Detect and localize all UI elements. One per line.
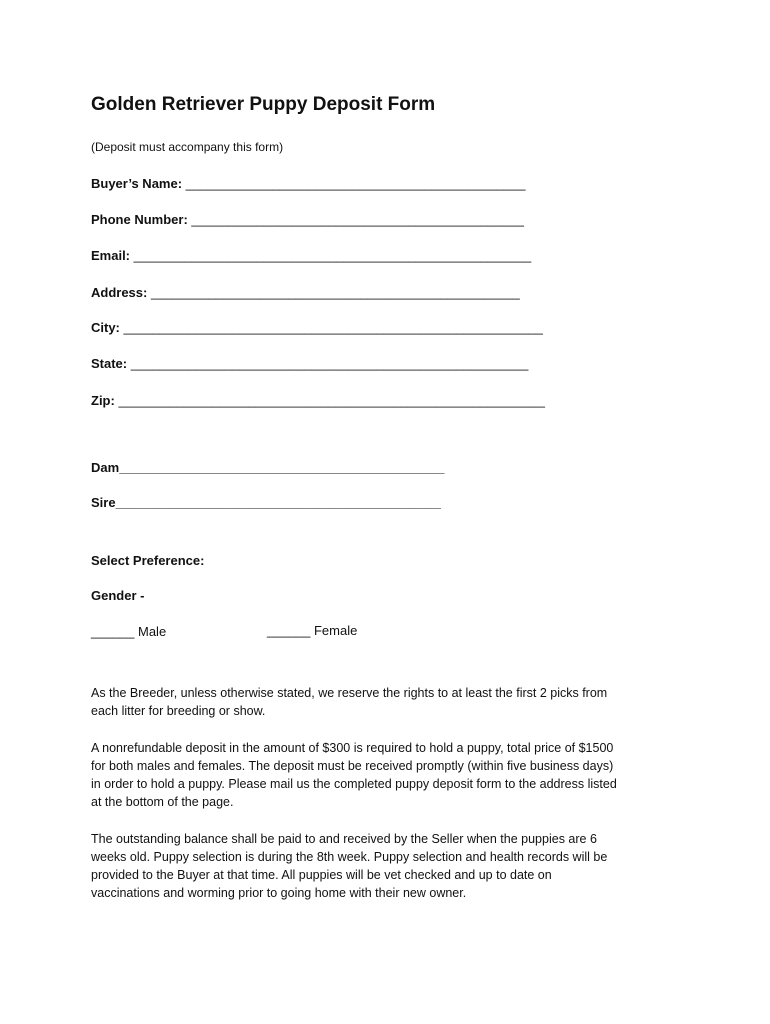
- buyer-name-label: Buyer’s Name:: [91, 176, 183, 191]
- address-line[interactable]: ___________________________________________________: [147, 285, 520, 300]
- paragraph-line: in order to hold a puppy. Please mail us the completed puppy deposit form to the address listed: [91, 777, 617, 791]
- form-title: Golden Retriever Puppy Deposit Form: [91, 94, 436, 115]
- paragraph-line: at the bottom of the page.: [91, 795, 234, 809]
- gender-female-option[interactable]: ______ Female: [267, 623, 358, 638]
- city-line[interactable]: __________________________________________________________: [119, 320, 543, 335]
- paragraph-line: As the Breeder, unless otherwise stated, we reserve the rights to at least the first 2 picks from: [91, 686, 608, 700]
- deposit-terms-paragraph: [91, 739, 691, 811]
- email-label: Email:: [91, 248, 131, 263]
- state-label: State:: [91, 356, 128, 371]
- zip-field[interactable]: [91, 393, 545, 408]
- gender-male-option[interactable]: ______ Male: [91, 624, 167, 639]
- balance-terms-paragraph: [91, 830, 691, 902]
- buyer-name-field[interactable]: [91, 176, 525, 191]
- phone-number-line[interactable]: ______________________________________________: [187, 212, 524, 227]
- email-field[interactable]: [91, 248, 531, 263]
- state-field[interactable]: [91, 356, 528, 371]
- phone-number-field[interactable]: [91, 212, 524, 227]
- dam-field[interactable]: [91, 460, 445, 475]
- paragraph-line: weeks old. Puppy selection is during the 8th week. Puppy selection and health records will be: [91, 850, 608, 864]
- email-line[interactable]: _______________________________________________________: [130, 248, 532, 263]
- phone-number-label: Phone Number:: [91, 212, 188, 227]
- paragraph-line: provided to the Buyer at that time. All puppies will be vet checked and up to date on: [91, 868, 552, 882]
- city-label: City:: [91, 320, 120, 335]
- breeder-rights-paragraph: [91, 684, 691, 720]
- sire-field[interactable]: [91, 495, 441, 510]
- paragraph-line: each litter for breeding or show.: [91, 704, 266, 718]
- paragraph-line: vaccinations and worming prior to going home with their new owner.: [91, 886, 467, 900]
- buyer-name-line[interactable]: _______________________________________________: [182, 176, 526, 191]
- paragraph-line: A nonrefundable deposit in the amount of $300 is required to hold a puppy, total price of $1500: [91, 741, 614, 755]
- sire-label: Sire: [91, 495, 116, 510]
- select-preference-heading: Select Preference:: [91, 553, 205, 568]
- city-field[interactable]: [91, 320, 543, 335]
- zip-line[interactable]: ___________________________________________________________: [114, 393, 546, 408]
- paragraph-line: for both males and females. The deposit must be received promptly (within five business days): [91, 759, 614, 773]
- gender-heading: Gender -: [91, 588, 145, 603]
- address-field[interactable]: [91, 285, 520, 300]
- zip-label: Zip:: [91, 393, 115, 408]
- dam-line[interactable]: _____________________________________________: [119, 460, 445, 475]
- state-line[interactable]: _______________________________________________________: [127, 356, 529, 371]
- address-label: Address:: [91, 285, 148, 300]
- dam-label: Dam: [91, 460, 120, 475]
- paragraph-line: The outstanding balance shall be paid to and received by the Seller when the puppies are 6: [91, 832, 597, 846]
- deposit-note: (Deposit must accompany this form): [91, 140, 284, 154]
- sire-line[interactable]: _____________________________________________: [115, 495, 441, 510]
